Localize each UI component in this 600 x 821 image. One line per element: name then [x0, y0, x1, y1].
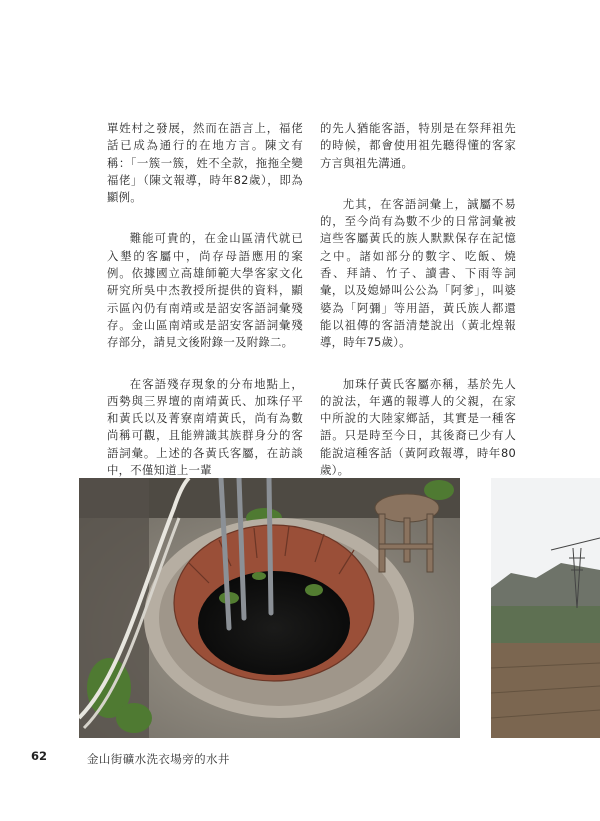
- right-column: [320, 120, 516, 503]
- left-column: [107, 120, 303, 503]
- well-photo: [79, 478, 460, 738]
- left-paragraph-2: 難能可貴的，在金山區清代就已入墾的客屬中，尚存母語應用的案例。依據國立高雄師範大學客家文化研究所吳中杰教授所提供的資料，顯示區內仍有南靖或是詔安客語詞彙殘存。金山區南靖或是詔安客語詞彙殘存部分，請見文後附錄一及附錄二。: [107, 231, 303, 350]
- landscape-photo: [491, 478, 600, 738]
- left-paragraph-3: 在客語殘存現象的分布地點上，西勢與三界壇的南靖黃氏、加珠仔平和黃氏以及菁寮南靖黃氏，尚有為數尚稱可觀，且能辨識其族群身分的客語詞彙。上述的各黃氏客屬，在訪談中，不僅知道上一輩: [107, 376, 303, 478]
- page-number: 62: [31, 749, 48, 763]
- left-paragraph-1: 單姓村之發展，然而在語言上，福佬話已成為通行的在地方言。陳文有稱：「一簇一簇，姓不全款，拖拖全變福佬」（陳文報導，時年82歲），即為顯例。: [107, 121, 303, 205]
- right-paragraph-1: 的先人猶能客語，特別是在祭拜祖先的時候，都會使用祖先聽得懂的客家方言與祖先溝通。: [320, 121, 516, 170]
- right-paragraph-2: 尤其，在客語詞彙上，誠屬不易的，至今尚有為數不少的日常詞彙被這些客屬黃氏的族人默默保存在記憶之中。諸如部分的數字、吃飯、燒香、拜請、竹子、讀書、下雨等詞彙，以及媳婦叫公公為「阿爹」，叫婆婆為「阿彌」等用語，黃氏族人都還能以祖傳的客語清楚說出（黃北煌報導，時年75歲）。: [320, 196, 516, 350]
- right-paragraph-3: 加珠仔黃氏客屬亦稱，基於先人的說法，年邁的報導人的父親，在家中所說的大陸家鄉話，其實是一種客語。只是時至今日，其後裔已少有人能說這種客話（黃阿政報導，時年80歲）。: [320, 376, 516, 478]
- figure-caption: 金山街礦水洗衣場旁的水井: [87, 752, 230, 766]
